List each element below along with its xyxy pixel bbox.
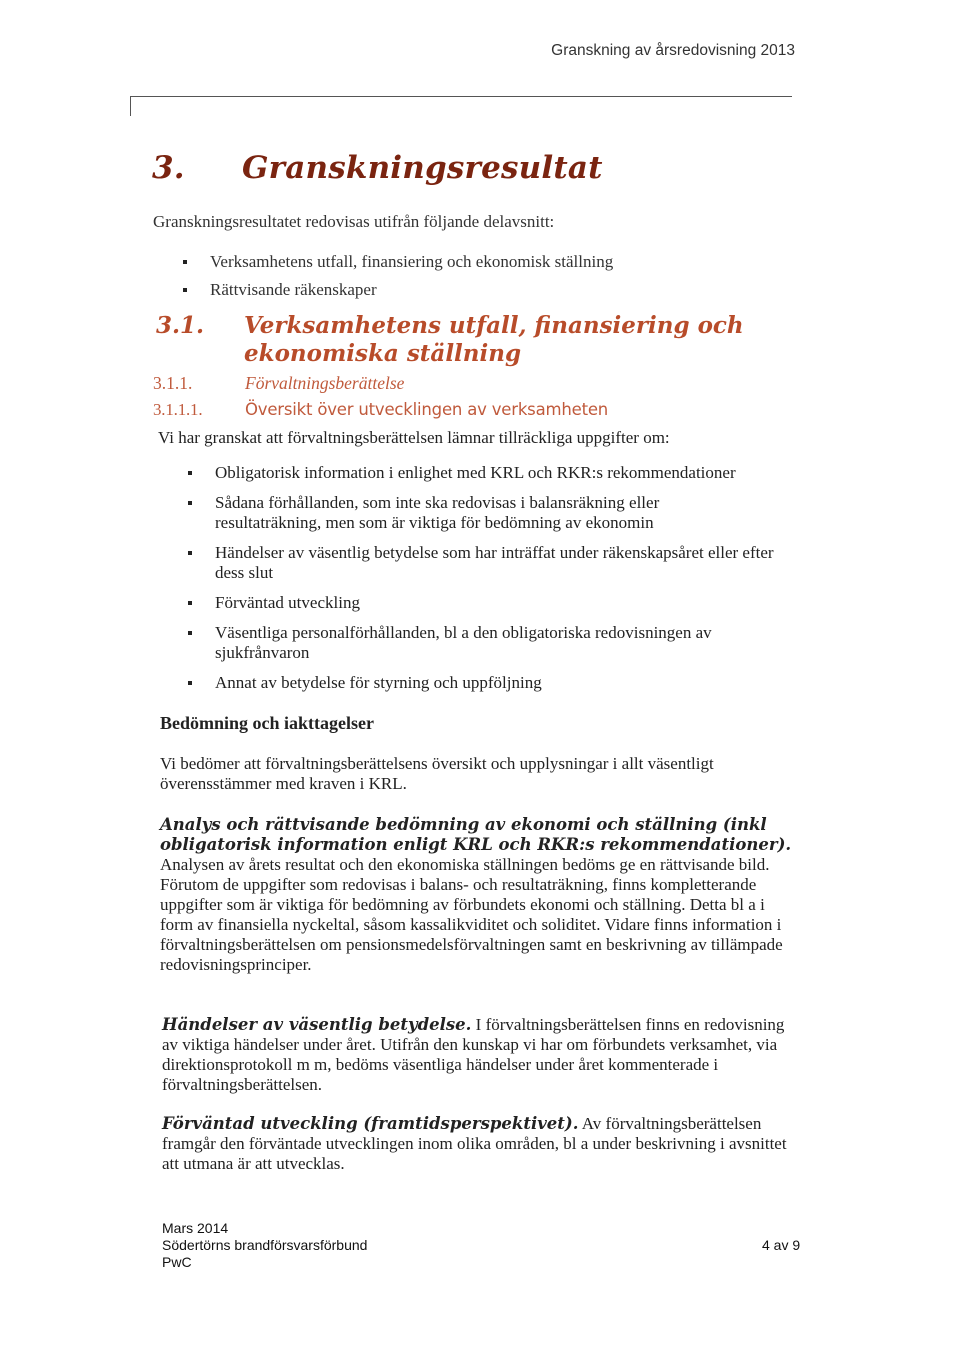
analysis-body: Analysen av årets resultat och den ekonomiska ställningen bedöms ge en rättvisande bild. Förutom de uppgifter som redovisas i balans- och resultaträkning, finns kompletterande uppgifter som är viktiga för bedömning av förbundets ekonomi och ställning. Detta bl a i form av finansiella nyckeltal, såsom kassalikviditet och soliditet. Vidare finns information i förvaltningsberättelsen om pensionsmedelsförvaltningen samt en beskrivning av tillämpade redovisningsprinciper.: [160, 855, 783, 974]
section-3-1-1-heading: [153, 373, 404, 394]
list-item: Obligatorisk information i enlighet med KRL och RKR:s rekommendationer: [158, 463, 818, 483]
page-header-title: Granskning av årsredovisning 2013: [551, 42, 795, 59]
chapter-heading: [152, 150, 603, 186]
section-number: 3.1.1.: [153, 373, 193, 393]
events-heading: Händelser av väsentlig betydelse.: [162, 1015, 472, 1034]
analysis-section: [160, 815, 800, 975]
intro-list: [153, 252, 793, 308]
section-3-1-1-1-heading: [153, 400, 608, 420]
chapter-title: Granskningsresultat: [242, 150, 603, 186]
intro-text: Granskningsresultatet redovisas utifrån följande delavsnitt:: [153, 212, 555, 231]
section-title: Verksamhetens utfall, finansiering och ekonomiska ställning: [244, 312, 744, 367]
analysis-heading: Analys och rättvisande bedömning av ekonomi och ställning (inkl obligatorisk information enligt KRL och RKR:s rekommendationer).: [160, 815, 792, 854]
expected-heading: Förväntad utveckling (framtidsperspektivet).: [162, 1114, 579, 1133]
list-item: Sådana förhållanden, som inte ska redovisas i balansräkning eller resultaträkning, men som är viktiga för bedömning av ekonomin: [158, 493, 715, 533]
assessment-heading: Bedömning och iakttagelser: [160, 713, 374, 733]
footer-left: [162, 1220, 367, 1271]
events-section: [162, 1015, 802, 1095]
chapter-number: 3.: [152, 150, 185, 186]
header-divider: [130, 96, 792, 97]
expected-body: Av förvaltningsberättelsen framgår den förväntade utvecklingen inom olika områden, bl a under beskrivning i avsnittet att utmana är att utvecklas.: [162, 1114, 787, 1173]
list-item: Väsentliga personalförhållanden, bl a den obligatoriska redovisningen av sjukfrånvaron: [158, 623, 775, 663]
list-item: Annat av betydelse för styrning och uppföljning: [158, 673, 818, 693]
assessment-body: Vi bedömer att förvaltningsberättelsens översikt och upplysningar i allt väsentligt överensstämmer med kraven i KRL.: [160, 754, 714, 793]
section-number: 3.1.: [156, 312, 205, 339]
footer-organization: Södertörns brandförsvarsförbund: [162, 1237, 368, 1253]
section-title: Förvaltningsberättelse: [245, 373, 405, 393]
lead-paragraph: Vi har granskat att förvaltningsberättelsen lämnar tillräckliga uppgifter om:: [158, 428, 670, 447]
section-title: Översikt över utvecklingen av verksamheten: [245, 400, 609, 419]
events-body: I förvaltningsberättelsen finns en redovisning av viktiga händelser under året. Utifrån den kunskap vi har om förbundets verksamhet, via direktionsprotokoll m m, bedöms väsentliga händelser under året kommenterade i förvaltningsberättelsen.: [162, 1015, 785, 1094]
list-item: Händelser av väsentlig betydelse som har inträffat under räkenskapsåret eller efter dess slut: [158, 543, 775, 583]
check-list: [158, 463, 818, 703]
expected-section: [162, 1114, 802, 1174]
page-number: 4 av 9: [762, 1237, 801, 1253]
footer-firm: PwC: [162, 1254, 192, 1270]
list-item: Verksamhetens utfall, finansiering och ekonomisk ställning: [153, 252, 793, 272]
footer-date: Mars 2014: [162, 1220, 229, 1236]
section-number: 3.1.1.1.: [153, 400, 203, 419]
section-3-1-heading: [156, 312, 796, 368]
header-divider-tick: [130, 96, 131, 116]
list-item: Rättvisande räkenskaper: [153, 280, 793, 300]
list-item: Förväntad utveckling: [158, 593, 818, 613]
